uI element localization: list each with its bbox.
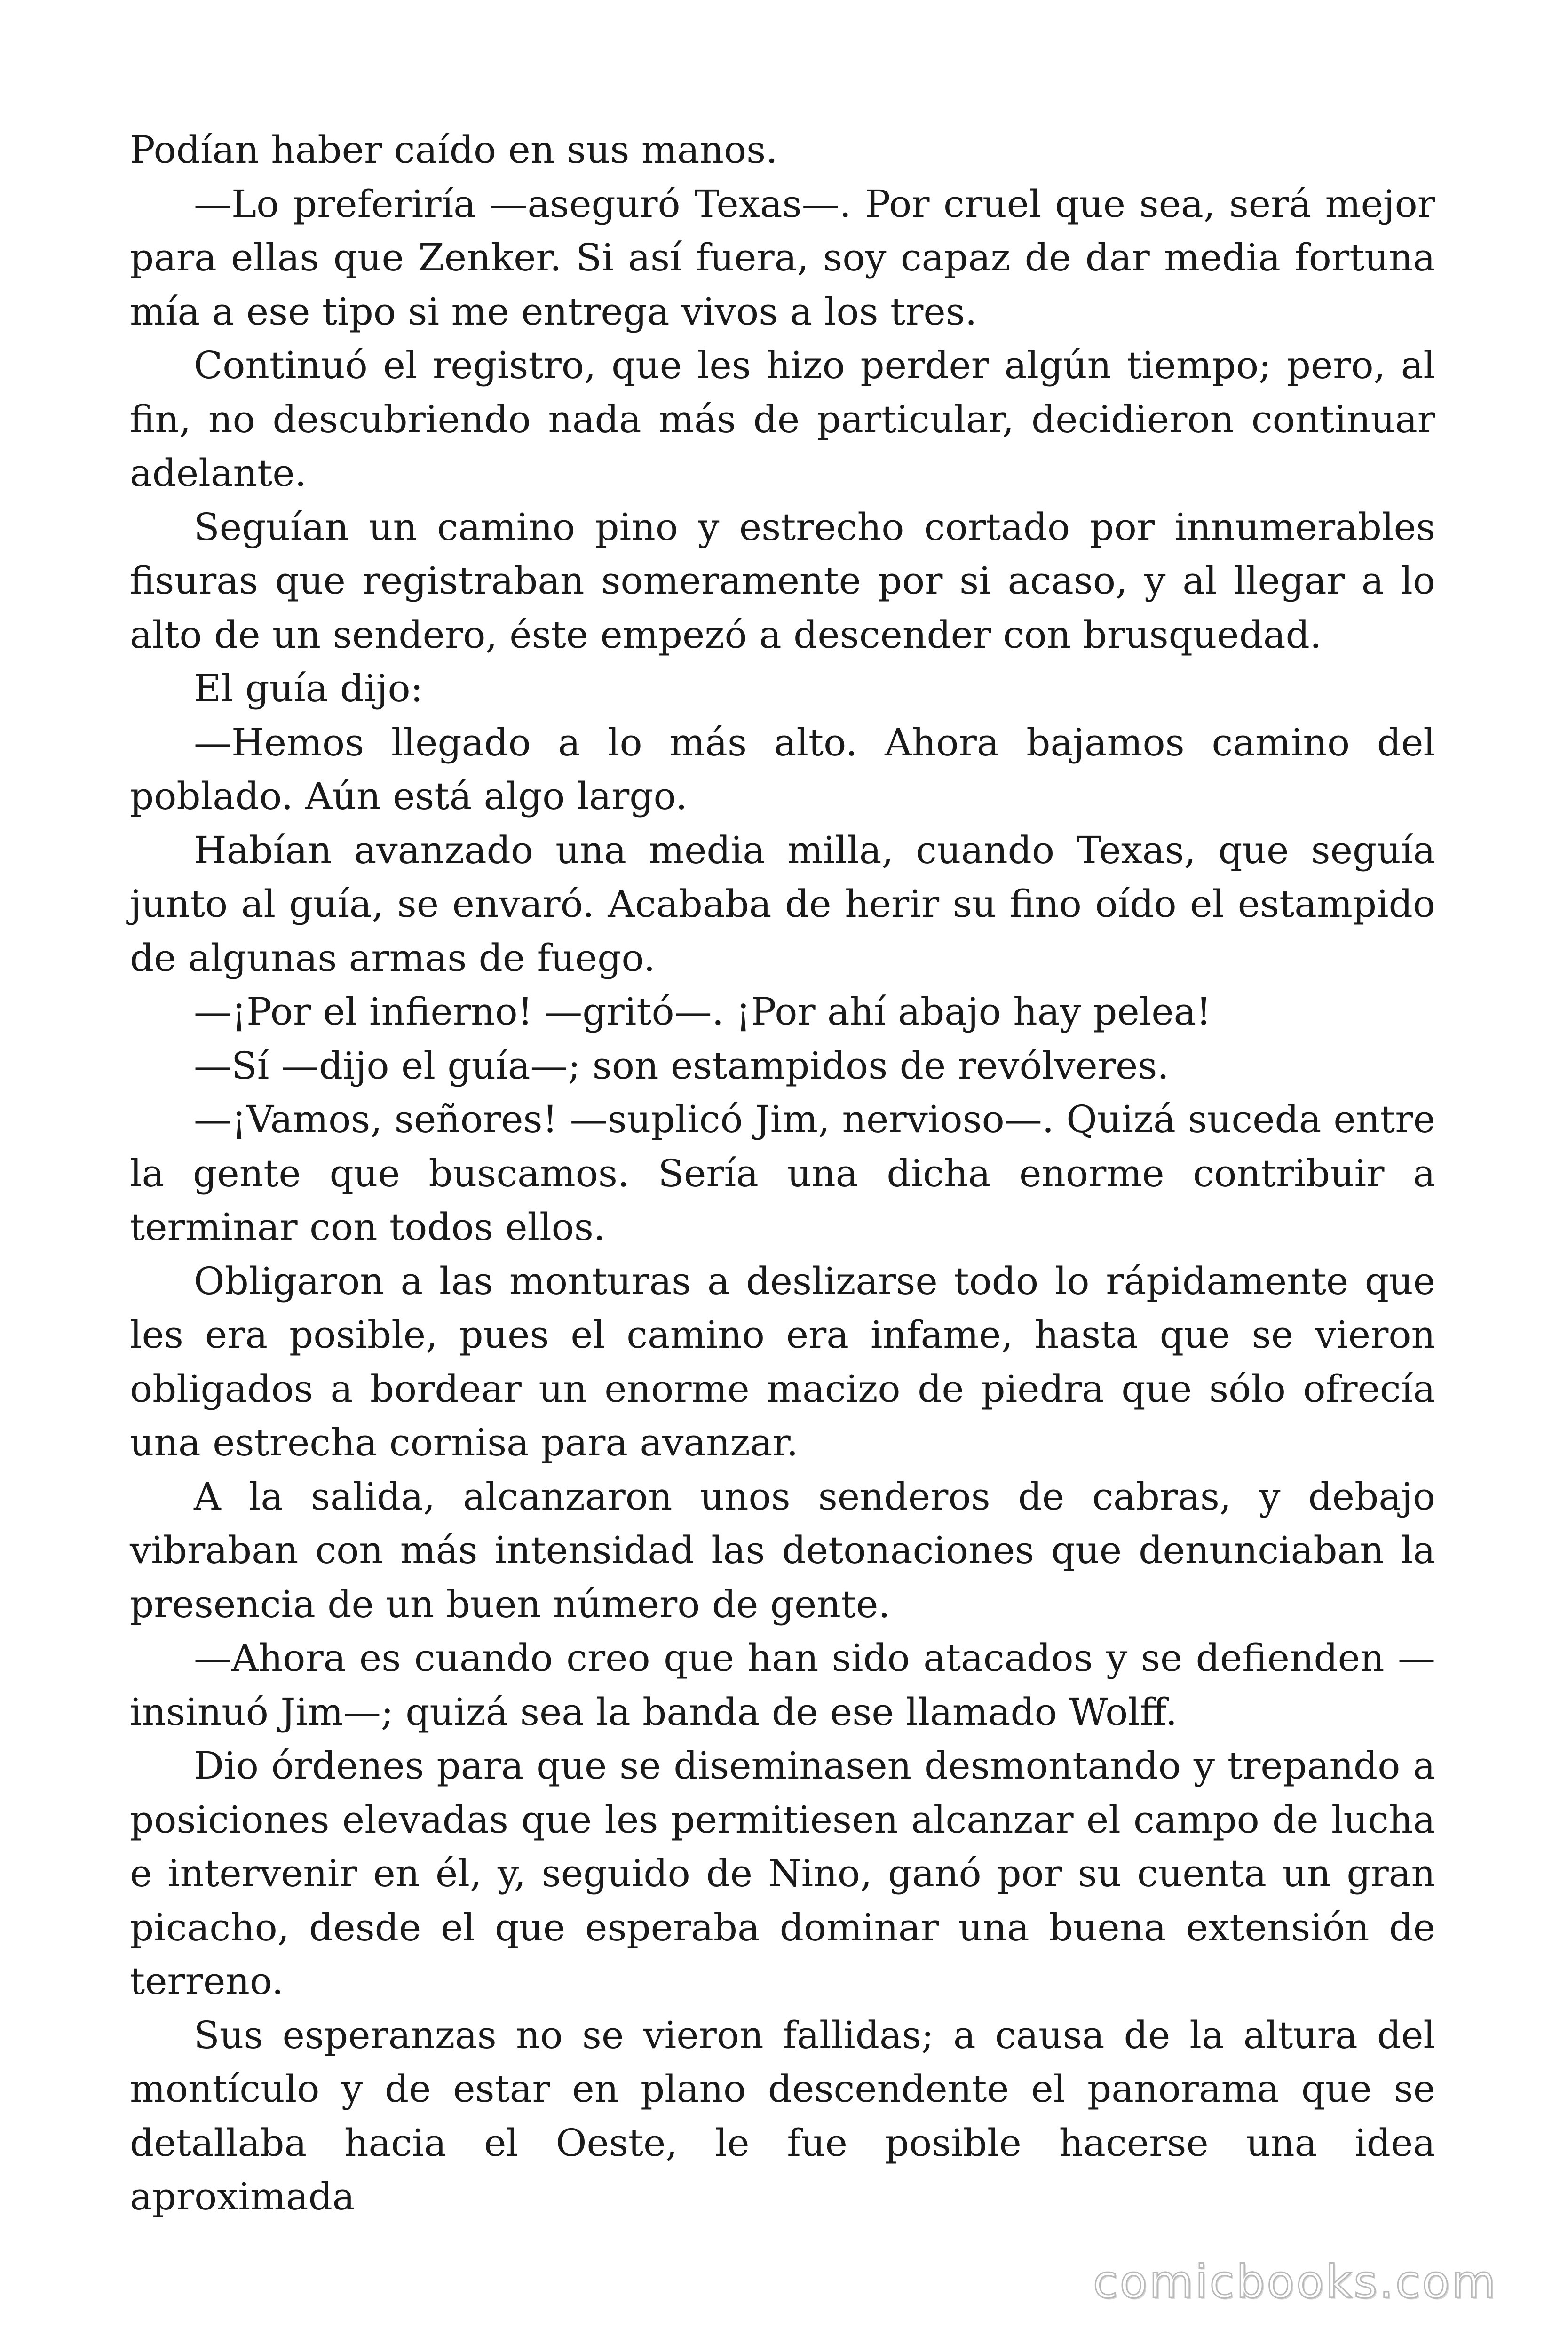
paragraph: —¡Vamos, señores! —suplicó Jim, nervioso—. Quizá suceda entre la gente que buscamos. Sería una dicha enorme contribuir a terminar con todos ellos.: [130, 1097, 1435, 1249]
paragraph: Habían avanzado una media milla, cuando Texas, que seguía junto al guía, se envaró. Acababa de herir su fino oído el estampido de algunas armas de fuego.: [130, 828, 1435, 980]
paragraph: Obligaron a las monturas a deslizarse todo lo rápidamente que les era posible, pues el camino era infame, hasta que se vieron obligados a bordear un enorme macizo de piedra que sólo ofrecía una estrecha cornisa para avanzar.: [130, 1259, 1435, 1464]
paragraph: —¡Por el infierno! —gritó—. ¡Por ahí abajo hay pelea!: [194, 990, 1212, 1033]
watermark: comicbooks.com: [1093, 2256, 1497, 2308]
paragraph: Seguían un camino pino y estrecho cortado por innumerables fisuras que registraban someramente por si acaso, y al llegar a lo alto de un sendero, éste empezó a descender con brusquedad.: [130, 505, 1435, 657]
paragraph: —Ahora es cuando creo que han sido atacados y se defienden —insinuó Jim—; quizá sea la banda de ese llamado Wolff.: [130, 1636, 1435, 1734]
paragraph: Continuó el registro, que les hizo perder algún tiempo; pero, al fin, no descubriendo nada más de particular, decidieron continuar adelante.: [130, 343, 1435, 495]
paragraph: El guía dijo:: [194, 667, 423, 710]
paragraph: Dio órdenes para que se diseminasen desmontando y trepando a posiciones elevadas que les permitiesen alcanzar el campo de lucha e intervenir en él, y, seguido de Nino, ganó por su cuenta un gran picacho, desde el que esperaba dominar una buena extensión de terreno.: [130, 1744, 1435, 2003]
paragraph: A la salida, alcanzaron unos senderos de cabras, y debajo vibraban con más intensidad las detonaciones que denunciaban la presencia de un buen número de gente.: [130, 1474, 1435, 1626]
paragraph: Sus esperanzas no se vieron fallidas; a causa de la altura del montículo y de estar en plano descendente el panorama que se detallaba hacia el Oeste, le fue posible hacerse una idea aproximada: [130, 2013, 1435, 2218]
page-text: [130, 123, 1435, 2224]
paragraph: —Lo preferiría —aseguró Texas—. Por cruel que sea, será mejor para ellas que Zenker. Si así fuera, soy capaz de dar media fortuna mía a ese tipo si me entrega vivos a los tres.: [130, 182, 1435, 334]
paragraph: —Hemos llegado a lo más alto. Ahora bajamos camino del poblado. Aún está algo largo.: [130, 720, 1435, 818]
paragraph: —Sí —dijo el guía—; son estampidos de revólveres.: [194, 1043, 1169, 1088]
paragraph: Podían haber caído en sus manos.: [130, 128, 778, 172]
